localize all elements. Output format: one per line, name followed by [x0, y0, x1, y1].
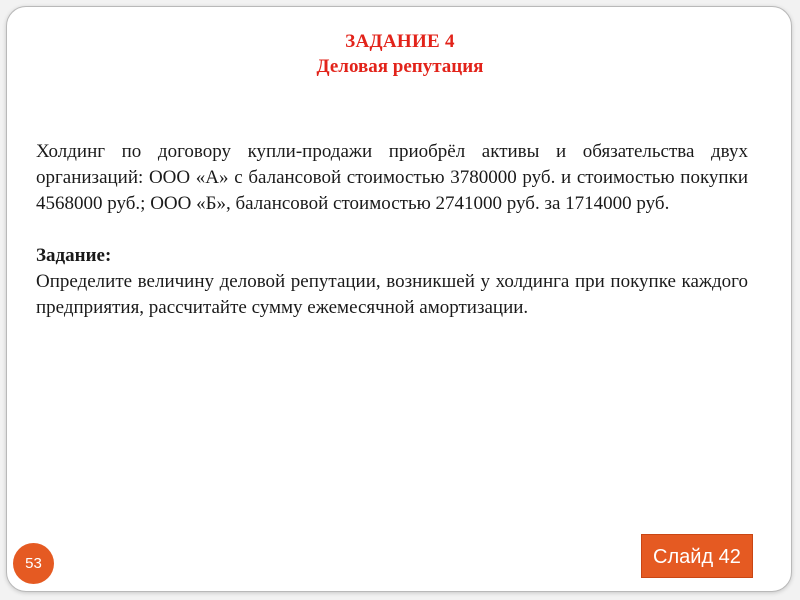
page-number-badge: 53: [13, 543, 54, 584]
title-block: [0, 30, 800, 80]
task-instructions: Определите величину деловой репутации, возникшей у холдинга при покупке каждого предприятия, рассчитайте сумму ежемесячной амортизации.: [36, 271, 748, 318]
task-title: ЗАДАНИЕ 4: [345, 31, 455, 52]
slide-body: [36, 139, 748, 321]
task-description: Холдинг по договору купли-продажи приобрёл активы и обязательства двух организаций: ООО «А» с балансовой стоимостью 3780000 руб. и стоимостью покупки 4568000 руб.; ООО «Б», балансовой стоимостью 2741000 руб. за 1714000 руб.: [36, 141, 748, 214]
task-heading: Задание:: [36, 245, 112, 266]
slide-link-button[interactable]: Слайд 42: [641, 534, 753, 578]
task-subtitle: Деловая репутация: [316, 56, 484, 77]
